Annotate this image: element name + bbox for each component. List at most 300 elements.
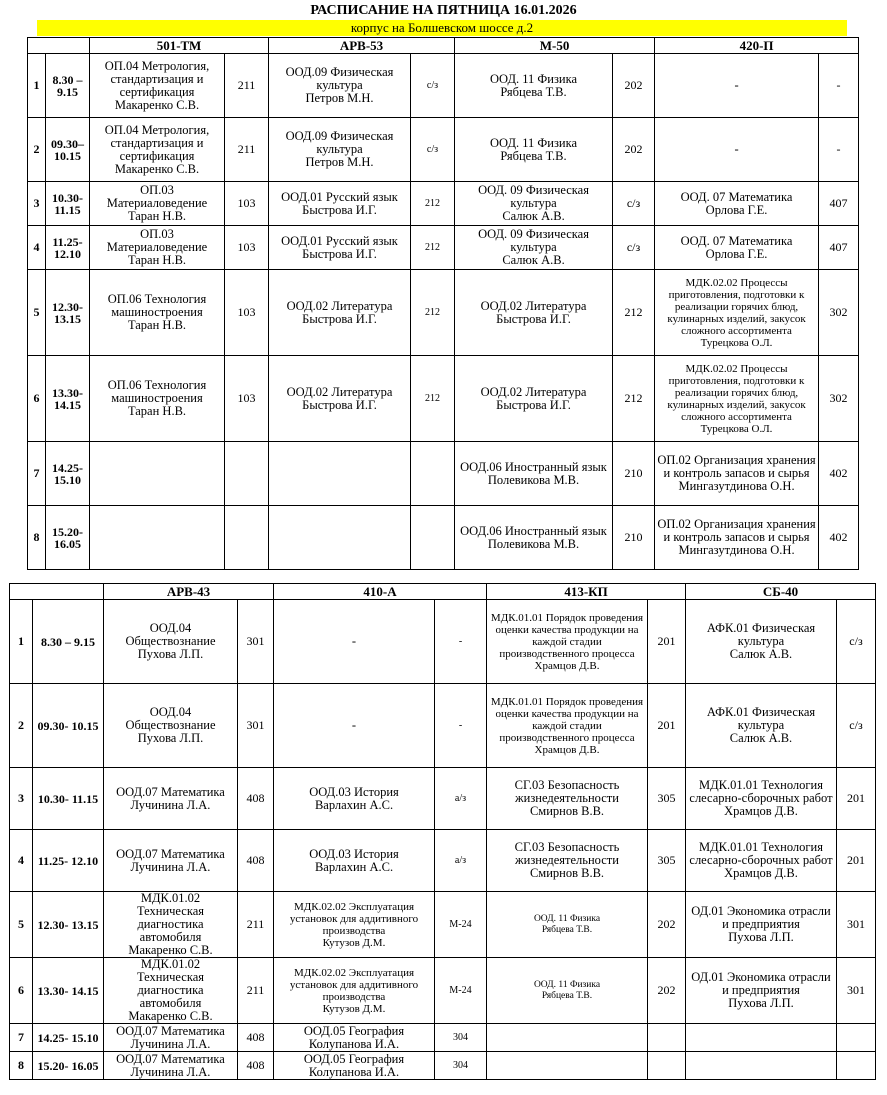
room-cell: 211 bbox=[225, 54, 269, 118]
lesson-cell bbox=[104, 892, 238, 958]
lesson-cell bbox=[104, 684, 238, 768]
subject-text: ООД. 09 Физическая культура bbox=[478, 183, 589, 210]
subject-text: МДК.01.02 Техническая диагностика автомобиля bbox=[136, 891, 205, 944]
lesson-cell bbox=[269, 226, 411, 270]
lesson-cell bbox=[274, 830, 435, 892]
subject-text: МДК.02.02 Эксплуатация установок для аддитивного производства bbox=[289, 900, 419, 937]
group-header: 501-ТМ bbox=[90, 38, 269, 54]
teacher-text: Рябцева Т.В. bbox=[500, 148, 567, 163]
room-cell: 402 bbox=[819, 506, 859, 570]
room-cell: 408 bbox=[238, 768, 274, 830]
teacher-text: Колупанова И.А. bbox=[308, 1036, 400, 1051]
teacher-text: Быстрова И.Г. bbox=[302, 202, 377, 217]
room-cell: - bbox=[435, 684, 487, 768]
lesson-row bbox=[28, 506, 859, 570]
lesson-number: 6 bbox=[10, 958, 33, 1024]
room-cell: 212 bbox=[411, 356, 455, 442]
subject-text: ООД. 07 Математика bbox=[680, 233, 793, 248]
subject-text: ОП.03 Материаловедение bbox=[106, 183, 208, 210]
lesson-cell bbox=[90, 506, 225, 570]
teacher-text: Быстрова И.Г. bbox=[496, 397, 571, 412]
lesson-number: 3 bbox=[28, 182, 46, 226]
room-cell: 201 bbox=[648, 600, 686, 684]
teacher-text: Рябцева Т.В. bbox=[541, 990, 593, 1001]
teacher-text: Лучинина Л.А. bbox=[130, 797, 211, 812]
teacher-text: Храмцов Д.В. bbox=[534, 743, 600, 756]
subject-text: ООД.05 География bbox=[303, 1023, 405, 1038]
lesson-cell bbox=[686, 684, 837, 768]
lesson-row bbox=[10, 1052, 876, 1080]
lesson-cell bbox=[686, 1024, 837, 1052]
subject-text: ООД.07 Математика bbox=[116, 784, 225, 799]
lesson-row bbox=[10, 892, 876, 958]
teacher-text: Храмцов Д.В. bbox=[724, 804, 798, 818]
room-cell: с/з bbox=[613, 226, 655, 270]
room-cell: М-24 bbox=[435, 892, 487, 958]
subject-text: ООД.02 Литература bbox=[480, 384, 587, 399]
subject-text: ООД. 09 Физическая культура bbox=[478, 227, 589, 254]
teacher-text: Орлова Г.Е. bbox=[705, 246, 768, 261]
room-cell: 408 bbox=[238, 830, 274, 892]
lesson-cell bbox=[455, 118, 613, 182]
lesson-row bbox=[10, 768, 876, 830]
room-cell: 304 bbox=[435, 1052, 487, 1080]
lesson-cell bbox=[269, 442, 411, 506]
lesson-cell bbox=[686, 1052, 837, 1080]
lesson-cell bbox=[104, 958, 238, 1024]
teacher-text: Быстрова И.Г. bbox=[302, 246, 377, 261]
room-cell bbox=[648, 1052, 686, 1080]
teacher-text: Таран Н.В. bbox=[127, 404, 187, 418]
subject-text: ОП.06 Технология машиностроения bbox=[107, 378, 207, 405]
room-cell: 407 bbox=[819, 226, 859, 270]
group-header: М-50 bbox=[455, 38, 655, 54]
teacher-text: Быстрова И.Г. bbox=[302, 397, 377, 412]
teacher-text: Пухова Л.П. bbox=[728, 996, 794, 1010]
lesson-cell bbox=[655, 182, 819, 226]
subject-text: АФК.01 Физическая культура bbox=[706, 621, 816, 648]
lesson-number: 3 bbox=[10, 768, 33, 830]
lesson-cell bbox=[269, 506, 411, 570]
subject-text: ОП.02 Организация хранения и контроль запасов и сырья bbox=[657, 517, 816, 544]
lesson-cell bbox=[686, 768, 837, 830]
teacher-text: Пухова Л.П. bbox=[137, 731, 204, 745]
subject-text: ОД.01 Экономика отрасли и предприятия bbox=[691, 904, 831, 931]
lesson-number: 1 bbox=[28, 54, 46, 118]
group-header: 420-П bbox=[655, 38, 859, 54]
teacher-text: Таран Н.В. bbox=[127, 318, 187, 332]
room-cell: - bbox=[819, 54, 859, 118]
room-cell: 201 bbox=[837, 830, 876, 892]
room-cell bbox=[411, 506, 455, 570]
teacher-text: Макаренко С.В. bbox=[114, 97, 200, 112]
teacher-text: Макаренко С.В. bbox=[128, 1009, 213, 1023]
room-cell: 201 bbox=[837, 768, 876, 830]
room-cell: 103 bbox=[225, 270, 269, 356]
teacher-text: Петров М.Н. bbox=[305, 155, 374, 169]
teacher-text: Турецкова О.Л. bbox=[700, 336, 773, 349]
teacher-text: Петров М.Н. bbox=[305, 91, 374, 105]
page-title: РАСПИСАНИЕ НА ПЯТНИЦА 16.01.2026 bbox=[310, 3, 577, 18]
room-cell: а/з bbox=[435, 830, 487, 892]
lesson-cell bbox=[487, 684, 648, 768]
lesson-cell bbox=[686, 892, 837, 958]
lesson-row bbox=[28, 442, 859, 506]
teacher-text: Лучинина Л.А. bbox=[130, 1036, 211, 1051]
teacher-text: Быстрова И.Г. bbox=[302, 311, 377, 326]
subject-text: ООД. 11 Физика bbox=[533, 979, 601, 990]
room-cell: 212 bbox=[411, 182, 455, 226]
lesson-time: 15.20- 16.05 bbox=[33, 1052, 104, 1080]
lesson-cell bbox=[455, 442, 613, 506]
lesson-cell bbox=[104, 600, 238, 684]
lesson-cell bbox=[104, 768, 238, 830]
subject-text: ООД.03 История bbox=[309, 846, 399, 861]
subject-text: ООД. 11 Физика bbox=[490, 135, 578, 150]
room-cell bbox=[225, 506, 269, 570]
lesson-cell bbox=[90, 182, 225, 226]
campus-subtitle: корпус на Болшевском шоссе д.2 bbox=[37, 20, 847, 36]
teacher-text: Салюк А.В. bbox=[729, 647, 793, 661]
teacher-text: Макаренко С.В. bbox=[128, 943, 213, 957]
subject-text: ООД.06 Иностранный язык bbox=[460, 523, 607, 538]
subject-text: ООД.06 Иностранный язык bbox=[460, 459, 607, 474]
teacher-text: Пухова Л.П. bbox=[137, 647, 204, 661]
room-cell: 202 bbox=[648, 958, 686, 1024]
teacher-text: Мингазутдинова О.Н. bbox=[678, 543, 795, 557]
lesson-cell bbox=[655, 226, 819, 270]
teacher-text: Смирнов В.В. bbox=[529, 866, 605, 880]
teacher-text: Таран Н.В. bbox=[127, 253, 187, 267]
teacher-text: Салюк А.В. bbox=[502, 209, 565, 223]
subject-text: ОП.04 Метрология, стандартизация и сертификация bbox=[104, 58, 210, 99]
lesson-time: 13.30- 14.15 bbox=[33, 958, 104, 1024]
room-cell: 304 bbox=[435, 1024, 487, 1052]
room-cell: 211 bbox=[238, 958, 274, 1024]
lesson-row bbox=[28, 226, 859, 270]
lesson-cell bbox=[455, 506, 613, 570]
lesson-time: 14.25- 15.10 bbox=[46, 442, 90, 506]
lesson-number: 4 bbox=[28, 226, 46, 270]
teacher-text: Храмцов Д.В. bbox=[724, 866, 798, 880]
lesson-cell bbox=[455, 356, 613, 442]
room-cell: 211 bbox=[238, 892, 274, 958]
room-cell: 402 bbox=[819, 442, 859, 506]
room-cell: 202 bbox=[648, 892, 686, 958]
lesson-cell bbox=[487, 958, 648, 1024]
lesson-cell bbox=[487, 1052, 648, 1080]
teacher-text: Храмцов Д.В. bbox=[534, 659, 600, 672]
subject-text: ООД.09 Физическая культура bbox=[285, 65, 394, 92]
room-cell: 212 bbox=[411, 270, 455, 356]
subject-text: ООД.07 Математика bbox=[116, 846, 225, 861]
group-header: 413-КП bbox=[487, 584, 686, 600]
lesson-number: 8 bbox=[28, 506, 46, 570]
lesson-time: 12.30- 13.15 bbox=[46, 270, 90, 356]
lesson-cell bbox=[455, 226, 613, 270]
lesson-row bbox=[10, 684, 876, 768]
room-cell: 212 bbox=[411, 226, 455, 270]
lesson-time: 8.30 – 9.15 bbox=[33, 600, 104, 684]
room-cell: 212 bbox=[613, 356, 655, 442]
room-cell: с/з bbox=[837, 600, 876, 684]
subject-text: МДК.01.01 Технология слесарно-сборочных работ bbox=[689, 778, 833, 805]
lesson-cell bbox=[487, 1024, 648, 1052]
subject-text: СГ.03 Безопасность жизнедеятельности bbox=[514, 840, 620, 867]
room-cell: а/з bbox=[435, 768, 487, 830]
header-row bbox=[28, 38, 859, 54]
room-cell: 305 bbox=[648, 768, 686, 830]
lesson-cell bbox=[686, 958, 837, 1024]
room-cell: 210 bbox=[613, 506, 655, 570]
lesson-cell bbox=[90, 118, 225, 182]
lesson-cell bbox=[274, 1052, 435, 1080]
lesson-number: 6 bbox=[28, 356, 46, 442]
teacher-text: Салюк А.В. bbox=[729, 731, 793, 745]
room-cell: 408 bbox=[238, 1024, 274, 1052]
lesson-time: 10.30- 11.15 bbox=[33, 768, 104, 830]
subject-text: ООД.04 Обществознание bbox=[125, 621, 216, 648]
lesson-cell bbox=[269, 118, 411, 182]
lesson-time: 14.25- 15.10 bbox=[33, 1024, 104, 1052]
room-cell: 301 bbox=[837, 892, 876, 958]
lesson-row bbox=[28, 270, 859, 356]
teacher-text: Колупанова И.А. bbox=[308, 1064, 400, 1079]
lesson-row bbox=[28, 54, 859, 118]
lesson-time: 11.25- 12.10 bbox=[46, 226, 90, 270]
subject-text: - bbox=[734, 78, 739, 92]
header-corner bbox=[10, 584, 104, 600]
lesson-cell bbox=[274, 892, 435, 958]
lesson-cell bbox=[655, 270, 819, 356]
room-cell: с/з bbox=[411, 118, 455, 182]
room-cell: 103 bbox=[225, 226, 269, 270]
teacher-text: Рябцева Т.В. bbox=[541, 924, 593, 935]
lesson-number: 2 bbox=[28, 118, 46, 182]
teacher-text: Турецкова О.Л. bbox=[700, 422, 773, 435]
room-cell: 211 bbox=[225, 118, 269, 182]
subject-text: ООД. 11 Физика bbox=[533, 913, 601, 924]
lesson-number: 7 bbox=[10, 1024, 33, 1052]
room-cell: 202 bbox=[613, 54, 655, 118]
lesson-time: 15.20- 16.05 bbox=[46, 506, 90, 570]
lesson-time: 10.30- 11.15 bbox=[46, 182, 90, 226]
lesson-number: 2 bbox=[10, 684, 33, 768]
lesson-cell bbox=[90, 226, 225, 270]
lesson-cell bbox=[274, 684, 435, 768]
room-cell: 302 bbox=[819, 270, 859, 356]
lesson-cell bbox=[686, 830, 837, 892]
teacher-text: Рябцева Т.В. bbox=[500, 84, 567, 99]
teacher-text: Варлахин А.С. bbox=[314, 859, 394, 874]
teacher-text: Быстрова И.Г. bbox=[496, 311, 571, 326]
subject-text: ООД.09 Физическая культура bbox=[285, 129, 394, 156]
lesson-time: 13.30- 14.15 bbox=[46, 356, 90, 442]
lesson-cell bbox=[274, 958, 435, 1024]
lesson-cell bbox=[90, 356, 225, 442]
lesson-cell bbox=[487, 830, 648, 892]
teacher-text: Мингазутдинова О.Н. bbox=[678, 479, 795, 493]
subject-text: - bbox=[351, 718, 357, 732]
subject-text: ООД.05 География bbox=[303, 1051, 405, 1066]
subject-text: ООД.02 Литература bbox=[480, 298, 587, 313]
subject-text: ОД.01 Экономика отрасли и предприятия bbox=[691, 970, 831, 997]
subject-text: ООД. 07 Математика bbox=[680, 189, 793, 204]
lesson-number: 1 bbox=[10, 600, 33, 684]
subject-text: ООД.07 Математика bbox=[116, 1023, 225, 1038]
subject-text: ООД.02 Литература bbox=[286, 384, 393, 399]
subject-text: ОП.03 Материаловедение bbox=[106, 227, 208, 254]
subject-text: - bbox=[351, 634, 357, 648]
room-cell: - bbox=[435, 600, 487, 684]
lesson-row bbox=[28, 356, 859, 442]
teacher-text: Макаренко С.В. bbox=[114, 161, 200, 176]
room-cell: 212 bbox=[613, 270, 655, 356]
lesson-cell bbox=[269, 182, 411, 226]
subject-text: МДК.02.02 Эксплуатация установок для аддитивного производства bbox=[289, 966, 419, 1003]
lesson-cell bbox=[90, 442, 225, 506]
lesson-number: 8 bbox=[10, 1052, 33, 1080]
room-cell: с/з bbox=[613, 182, 655, 226]
room-cell: с/з bbox=[411, 54, 455, 118]
lesson-cell bbox=[274, 768, 435, 830]
lesson-time: 09.30- 10.15 bbox=[33, 684, 104, 768]
room-cell: 103 bbox=[225, 182, 269, 226]
teacher-text: Смирнов В.В. bbox=[529, 804, 605, 818]
lesson-cell bbox=[274, 1024, 435, 1052]
teacher-text: Полевикова М.В. bbox=[487, 536, 580, 551]
room-cell bbox=[411, 442, 455, 506]
lesson-time: 8.30 – 9.15 bbox=[46, 54, 90, 118]
lesson-number: 5 bbox=[10, 892, 33, 958]
lesson-row bbox=[28, 182, 859, 226]
subject-text: МДК.01.01 Порядок проведения оценки качества продукции на каждой стадии производственного процесса bbox=[490, 695, 644, 744]
teacher-text: Таран Н.В. bbox=[127, 209, 187, 223]
lesson-number: 5 bbox=[28, 270, 46, 356]
room-cell bbox=[837, 1052, 876, 1080]
group-header: СБ-40 bbox=[686, 584, 876, 600]
lesson-time: 12.30- 13.15 bbox=[33, 892, 104, 958]
subject-text: ОП.04 Метрология, стандартизация и сертификация bbox=[104, 122, 210, 163]
schedule-table-2 bbox=[9, 583, 876, 1080]
lesson-cell bbox=[104, 830, 238, 892]
lesson-cell bbox=[104, 1052, 238, 1080]
lesson-cell bbox=[269, 270, 411, 356]
lesson-cell bbox=[487, 768, 648, 830]
lesson-row bbox=[28, 118, 859, 182]
subject-text: СГ.03 Безопасность жизнедеятельности bbox=[514, 778, 620, 805]
subject-text: - bbox=[734, 142, 739, 156]
lesson-cell bbox=[487, 892, 648, 958]
room-cell: 201 bbox=[648, 684, 686, 768]
lesson-time: 09.30– 10.15 bbox=[46, 118, 90, 182]
subject-text: ООД.04 Обществознание bbox=[125, 705, 216, 732]
lesson-row bbox=[10, 830, 876, 892]
room-cell bbox=[837, 1024, 876, 1052]
schedule-table-1 bbox=[27, 37, 859, 570]
lesson-row bbox=[10, 958, 876, 1024]
subject-text: ООД. 11 Физика bbox=[490, 71, 578, 86]
lesson-cell bbox=[655, 54, 819, 118]
lesson-cell bbox=[455, 270, 613, 356]
subject-text: ОП.06 Технология машиностроения bbox=[107, 292, 207, 319]
room-cell: 103 bbox=[225, 356, 269, 442]
lesson-number: 7 bbox=[28, 442, 46, 506]
group-header: АРВ-43 bbox=[104, 584, 274, 600]
lesson-cell bbox=[655, 356, 819, 442]
room-cell: 407 bbox=[819, 182, 859, 226]
group-header: АРВ-53 bbox=[269, 38, 455, 54]
subject-text: ОП.02 Организация хранения и контроль запасов и сырья bbox=[657, 453, 816, 480]
lesson-cell bbox=[90, 54, 225, 118]
room-cell: 301 bbox=[238, 600, 274, 684]
teacher-text: Полевикова М.В. bbox=[487, 472, 580, 487]
room-cell: 302 bbox=[819, 356, 859, 442]
lesson-cell bbox=[455, 54, 613, 118]
group-header: 410-А bbox=[274, 584, 487, 600]
subject-text: МДК.02.02 Процессы приготовления, подготовки к реализации горячих блюд, кулинарных изделий, закусок сложного ассортимента bbox=[667, 276, 806, 337]
subject-text: АФК.01 Физическая культура bbox=[706, 705, 816, 732]
lesson-cell bbox=[655, 506, 819, 570]
room-cell: 301 bbox=[238, 684, 274, 768]
subject-text: ООД.01 Русский язык bbox=[281, 189, 398, 204]
lesson-time: 11.25- 12.10 bbox=[33, 830, 104, 892]
subject-text: МДК.01.01 Порядок проведения оценки качества продукции на каждой стадии производственного процесса bbox=[490, 611, 644, 660]
teacher-text: Кутузов Д.М. bbox=[322, 936, 386, 949]
subject-text: МДК.02.02 Процессы приготовления, подготовки к реализации горячих блюд, кулинарных изделий, закусок сложного ассортимента bbox=[667, 362, 806, 423]
header-corner bbox=[28, 38, 90, 54]
subject-text: ООД.03 История bbox=[309, 784, 399, 799]
subject-text: ООД.07 Математика bbox=[116, 1051, 225, 1066]
room-cell: 210 bbox=[613, 442, 655, 506]
room-cell: 408 bbox=[238, 1052, 274, 1080]
subject-text: МДК.01.02 Техническая диагностика автомобиля bbox=[136, 957, 205, 1010]
teacher-text: Пухова Л.П. bbox=[728, 930, 794, 944]
teacher-text: Варлахин А.С. bbox=[314, 797, 394, 812]
room-cell: - bbox=[819, 118, 859, 182]
lesson-row bbox=[10, 1024, 876, 1052]
teacher-text: Лучинина Л.А. bbox=[130, 1064, 211, 1079]
room-cell bbox=[648, 1024, 686, 1052]
lesson-cell bbox=[274, 600, 435, 684]
lesson-cell bbox=[686, 600, 837, 684]
lesson-cell bbox=[90, 270, 225, 356]
subject-text: ООД.01 Русский язык bbox=[281, 233, 398, 248]
room-cell: с/з bbox=[837, 684, 876, 768]
header-row bbox=[10, 584, 876, 600]
lesson-cell bbox=[455, 182, 613, 226]
room-cell: 301 bbox=[837, 958, 876, 1024]
subject-text: ООД.02 Литература bbox=[286, 298, 393, 313]
lesson-cell bbox=[655, 442, 819, 506]
teacher-text: Лучинина Л.А. bbox=[130, 859, 211, 874]
room-cell bbox=[225, 442, 269, 506]
lesson-row bbox=[10, 600, 876, 684]
lesson-number: 4 bbox=[10, 830, 33, 892]
lesson-cell bbox=[655, 118, 819, 182]
lesson-cell bbox=[269, 54, 411, 118]
teacher-text: Салюк А.В. bbox=[502, 253, 565, 267]
lesson-cell bbox=[104, 1024, 238, 1052]
room-cell: 305 bbox=[648, 830, 686, 892]
subject-text: МДК.01.01 Технология слесарно-сборочных работ bbox=[689, 840, 833, 867]
lesson-cell bbox=[269, 356, 411, 442]
room-cell: М-24 bbox=[435, 958, 487, 1024]
room-cell: 202 bbox=[613, 118, 655, 182]
teacher-text: Кутузов Д.М. bbox=[322, 1002, 386, 1015]
lesson-cell bbox=[487, 600, 648, 684]
teacher-text: Орлова Г.Е. bbox=[705, 202, 768, 217]
